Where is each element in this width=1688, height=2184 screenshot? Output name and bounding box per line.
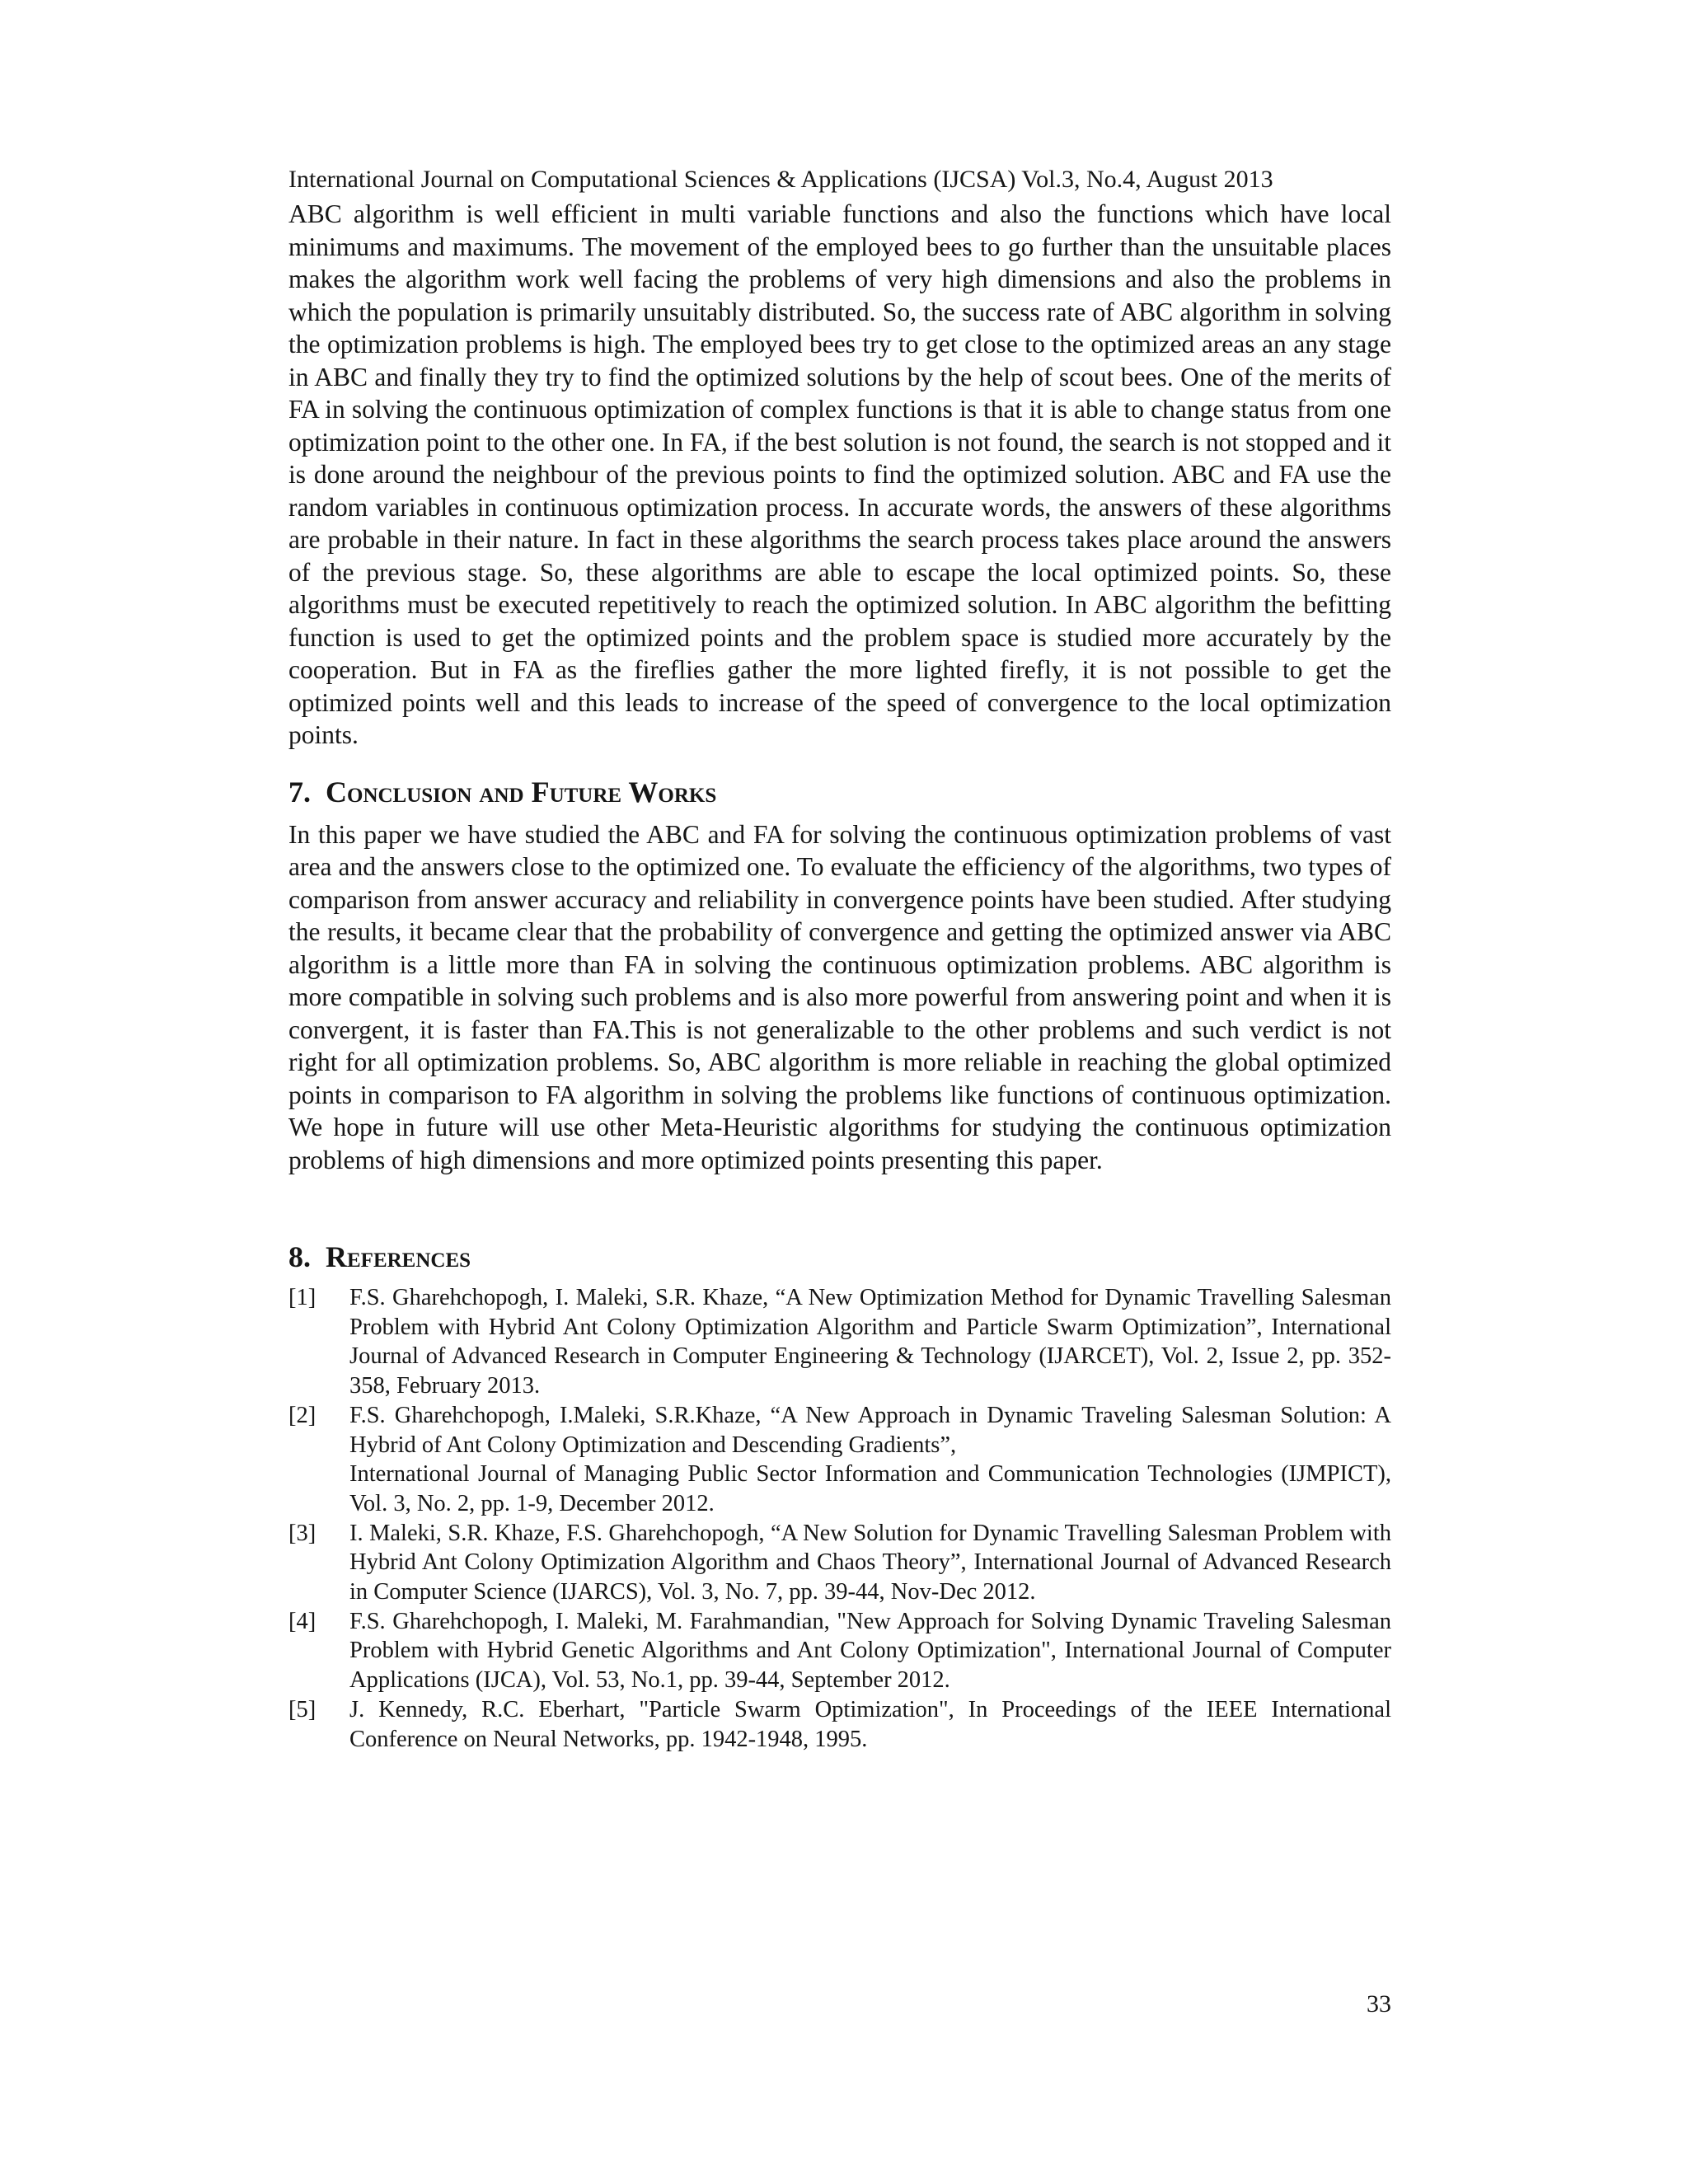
section-8-title: References [326, 1240, 471, 1273]
section-8-number: 8. [288, 1240, 311, 1273]
paper-page [288, 162, 1391, 1754]
reference-item [288, 1607, 1391, 1695]
section-7-title: Conclusion and Future Works [326, 775, 717, 808]
reference-text: J. Kennedy, R.C. Eberhart, "Particle Swarm Optimization", In Proceedings of the IEEE International Conference on Neural Networks, pp. 1942-1948, 1995. [349, 1696, 1391, 1752]
reference-item [288, 1695, 1391, 1754]
reference-text: I. Maleki, S.R. Khaze, F.S. Gharehchopogh, “A New Solution for Dynamic Travelling Salesman Problem with Hybrid Ant Colony Optimization Algorithm and Chaos Theory”, International Journal of Advanced Research in Computer Science (IJARCS), Vol. 3, No. 7, pp. 39-44, Nov-Dec 2012. [349, 1520, 1391, 1605]
reference-item [288, 1283, 1391, 1401]
reference-label: [5] [288, 1696, 316, 1722]
reference-list [288, 1283, 1391, 1754]
section-7-heading [288, 772, 1391, 812]
reference-item [288, 1401, 1391, 1519]
section-7-body: In this paper we have studied the ABC and FA for solving the continuous optimization problems of vast area and the answers close to the optimized one. To evaluate the efficiency of the algorithms, two types of comparison from answer accuracy and reliability in convergence points have been studied. After studying the results, it became clear that the probability of convergence and getting the optimized answer via ABC algorithm is a little more than FA in solving the continuous optimization problems. ABC algorithm is more compatible in solving such problems and is also more powerful from answering point and when it is convergent, it is faster than FA.This is not generalizable to the other problems and such verdict is not right for all optimization problems. So, ABC algorithm is more reliable in reaching the global optimized points in comparison to FA algorithm in solving the problems like functions of continuous optimization. We hope in future will use other Meta-Heuristic algorithms for studying the continuous optimization problems of high dimensions and more optimized points presenting this paper. [288, 819, 1391, 1174]
reference-label: [3] [288, 1520, 316, 1546]
reference-text: F.S. Gharehchopogh, I. Maleki, S.R. Khaze, “A New Optimization Method for Dynamic Travelling Salesman Problem with Hybrid Ant Colony Optimization Algorithm and Particle Swarm Optimization”, International Journal of Advanced Research in Computer Engineering & Technology (IJARCET), Vol. 2, Issue 2, pp. 352-358, February 2013. [349, 1285, 1391, 1399]
section-8-heading [288, 1237, 1391, 1277]
reference-text-block [349, 1401, 1391, 1519]
reference-text: F.S. Gharehchopogh, I.Maleki, S.R.Khaze, “A New Approach in Dynamic Traveling Salesman Solution: A Hybrid of Ant Colony Optimization and Descending Gradients”, [349, 1402, 1391, 1458]
page-number: 33 [1367, 1990, 1391, 2018]
reference-text: F.S. Gharehchopogh, I. Maleki, M. Farahmandian, "New Approach for Solving Dynamic Traveling Salesman Problem with Hybrid Genetic Algorithms and Ant Colony Optimization", International Journal of Computer Applications (IJCA), Vol. 53, No.1, pp. 39-44, September 2012. [349, 1608, 1391, 1694]
intro-paragraph: ABC algorithm is well efficient in multi variable functions and also the functions which have local minimums and maximums. The movement of the employed bees to go further than the unsuitable places makes the algorithm work well facing the problems of very high dimensions and also the problems in which the population is primarily unsuitably distributed. So, the success rate of ABC algorithm in solving the optimization problems is high. The employed bees try to get close to the optimized areas an any stage in ABC and finally they try to find the optimized solutions by the help of scout bees. One of the merits of FA in solving the continuous optimization of complex functions is that it is able to change status from one optimization point to the other one. In FA, if the best solution is not found, the search is not stopped and it is done around the neighbour of the previous points to find the optimized solution. ABC and FA use the random variables in continuous optimization process. In accurate words, the answers of these algorithms are probable in their nature. In fact in these algorithms the search process takes place around the answers of the previous stage. So, these algorithms are able to escape the local optimized points. So, these algorithms must be executed repetitively to reach the optimized solution. In ABC algorithm the befitting function is used to get the optimized points and the problem space is studied more accurately by the cooperation. But in FA as the fireflies gather the more lighted firefly, it is not possible to get the optimized points well and this leads to increase of the speed of convergence to the local optimization points. [288, 199, 1391, 749]
section-7-number: 7. [288, 775, 311, 808]
running-header: International Journal on Computational Sciences & Applications (IJCSA) Vol.3, No.4, August 2013 [288, 166, 1273, 193]
reference-label: [4] [288, 1608, 316, 1634]
reference-label: [1] [288, 1285, 316, 1310]
reference-label: [2] [288, 1402, 316, 1428]
reference-item [288, 1519, 1391, 1607]
reference-text-continued: International Journal of Managing Public Sector Information and Communication Technologies (IJMPICT), Vol. 3, No. 2, pp. 1-9, December 2012. [349, 1461, 1391, 1516]
